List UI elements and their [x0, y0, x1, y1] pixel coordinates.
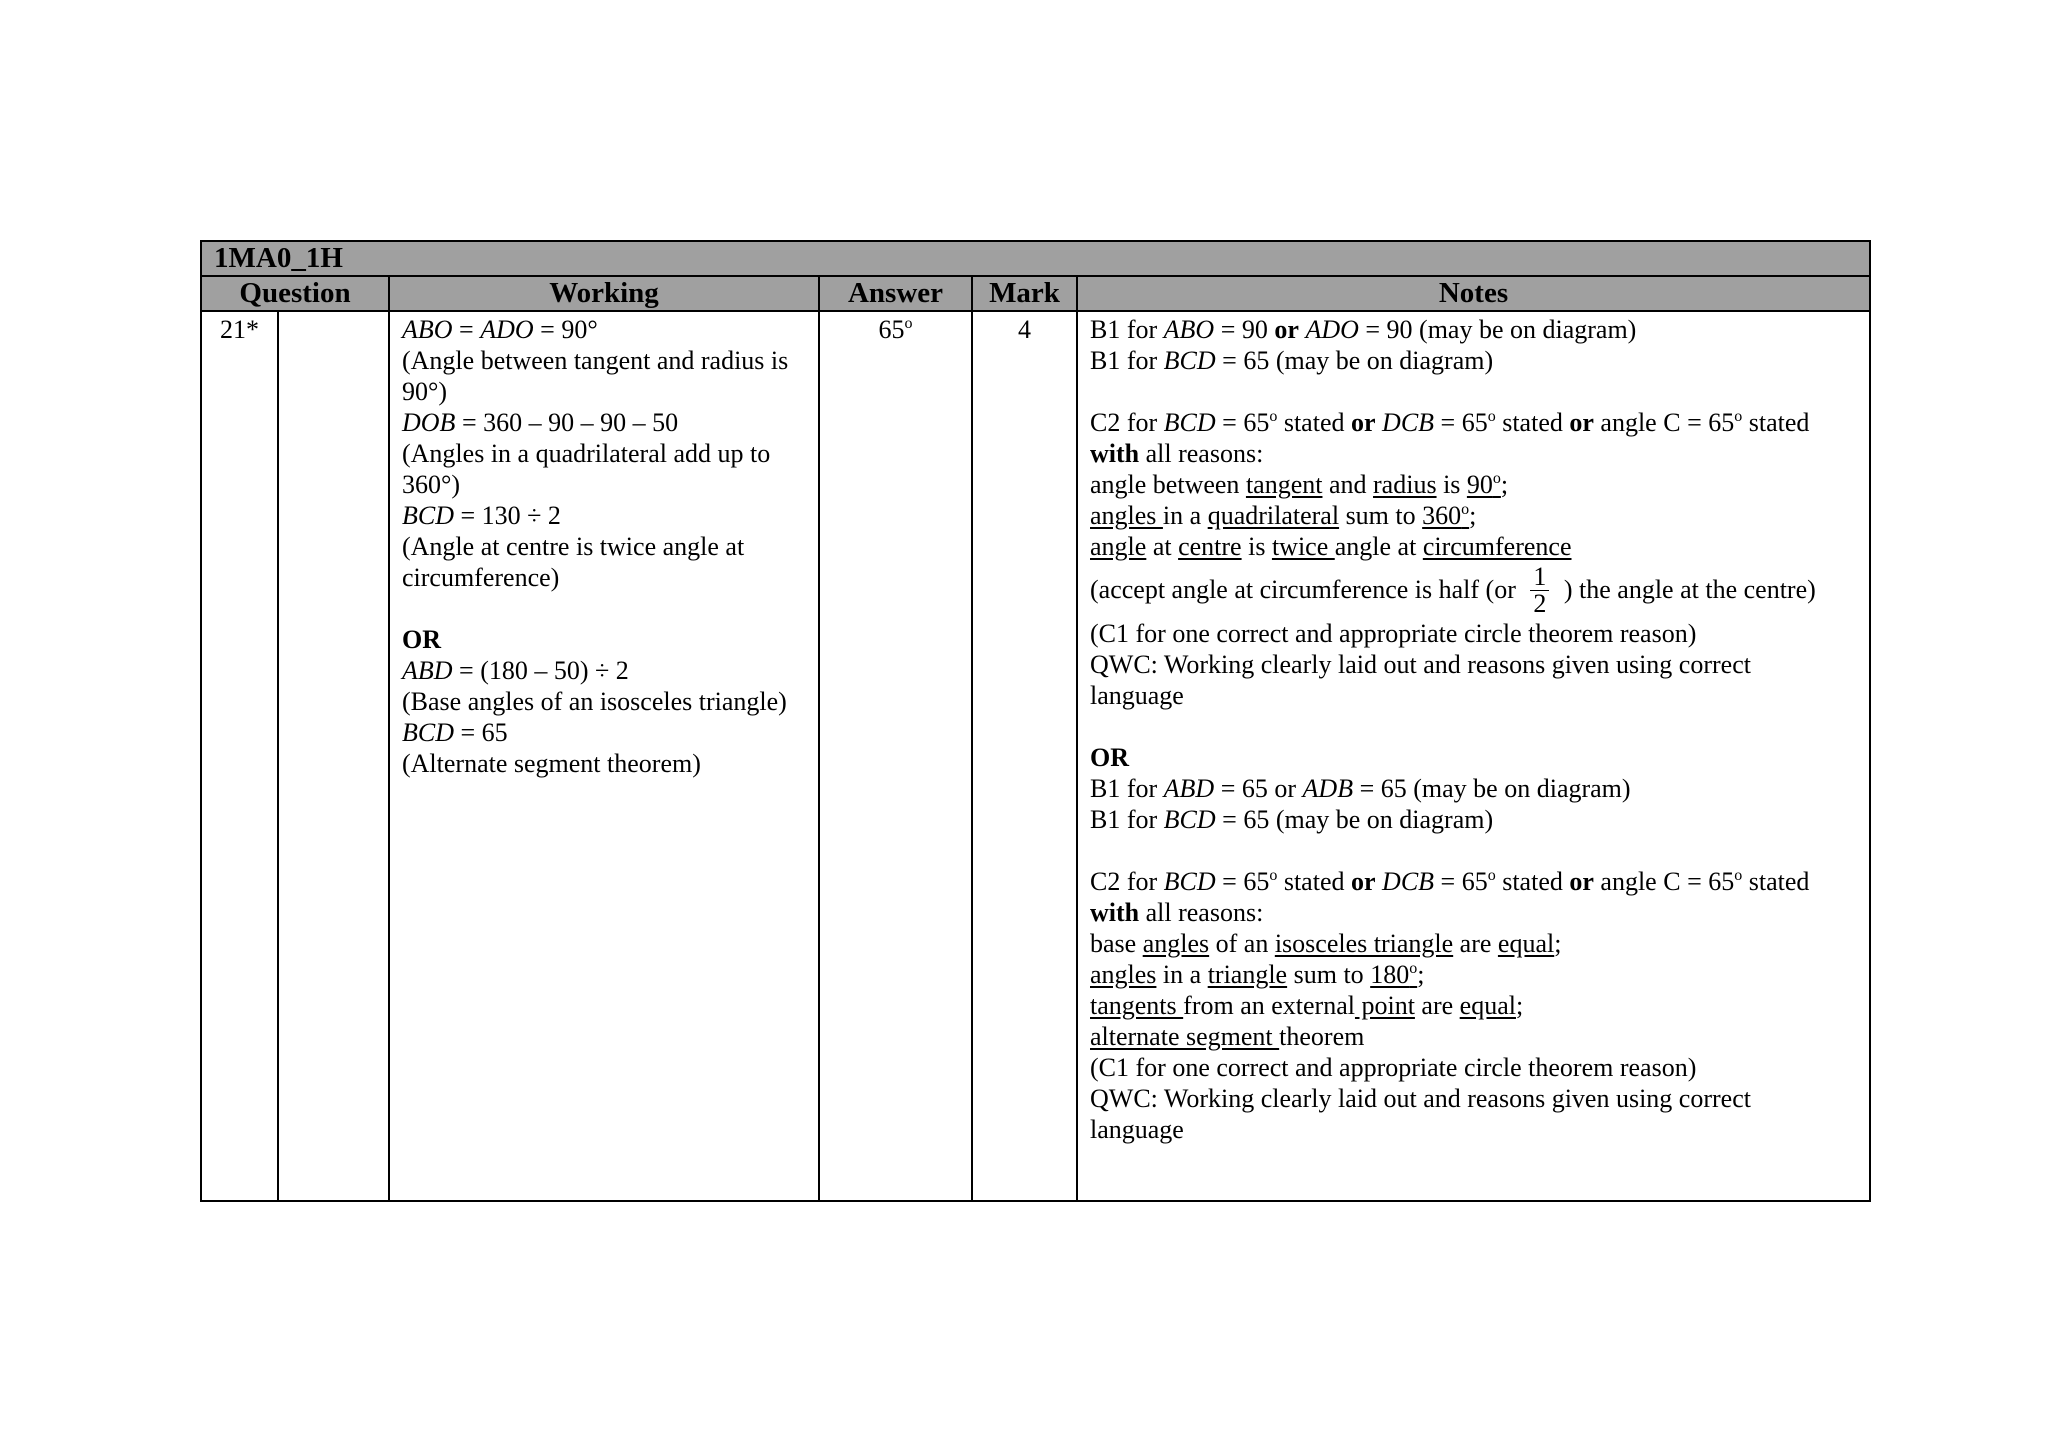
spacer — [1090, 835, 1859, 866]
answer-value: 65 — [878, 315, 905, 344]
working-line: ABD = (180 – 50) ÷ 2 — [402, 656, 629, 685]
question-subpart-cell — [278, 311, 389, 1201]
notes-line: B1 for ABO = 90 or ADO = 90 (may be on diagram) — [1090, 315, 1637, 344]
working-line: (Angle between tangent and radius is — [402, 346, 789, 375]
notes-line: B1 for ABD = 65 or ADB = 65 (may be on diagram) — [1090, 774, 1631, 803]
notes-line: language — [1090, 681, 1184, 710]
notes-line-fraction: (accept angle at circumference is half (or $\frac{1}{2}$ ) the angle at the centre) — [1090, 561, 1816, 618]
working-line: ABO = ADO = 90° — [402, 315, 598, 344]
notes-or: OR — [1090, 743, 1129, 772]
mark-value: 4 — [972, 311, 1077, 1201]
notes-line: (C1 for one correct and appropriate circle theorem reason) — [1090, 619, 1697, 648]
mark-scheme-table — [200, 240, 1871, 1202]
working-line: (Angles in a quadrilateral add up to — [402, 439, 771, 468]
notes-line: QWC: Working clearly laid out and reasons given using correct — [1090, 650, 1751, 679]
notes-line: alternate segment theorem — [1090, 1022, 1365, 1051]
notes-line: C2 for BCD = $65^o$ stated or DCB = $65^o$ stated or angle $C = 65^o$ stated — [1090, 408, 1810, 437]
notes-line: language — [1090, 1115, 1184, 1144]
question-number: 21* — [201, 311, 278, 1201]
working-cell — [389, 311, 819, 1201]
spacer — [1090, 711, 1859, 742]
notes-line: QWC: Working clearly laid out and reasons given using correct — [1090, 1084, 1751, 1113]
answer-cell — [819, 311, 972, 1201]
working-line: DOB = 360 – 90 – 90 – 50 — [402, 408, 679, 437]
working-line: (Base angles of an isosceles triangle) — [402, 687, 787, 716]
notes-line: with all reasons: — [1090, 439, 1264, 468]
spacer — [1090, 376, 1859, 407]
notes-cell — [1077, 311, 1870, 1201]
working-line: BCD = 65 — [402, 718, 508, 747]
notes-line: angles in a quadrilateral sum to 360$^o$; — [1090, 501, 1477, 530]
header-answer: Answer — [819, 276, 972, 311]
header-working: Working — [389, 276, 819, 311]
notes-line: (C1 for one correct and appropriate circle theorem reason) — [1090, 1053, 1697, 1082]
working-or: OR — [402, 625, 441, 654]
notes-line: B1 for BCD = 65 (may be on diagram) — [1090, 346, 1494, 375]
notes-line: B1 for BCD = 65 (may be on diagram) — [1090, 805, 1494, 834]
notes-line: angle at centre is twice angle at circumference — [1090, 532, 1572, 561]
header-mark: Mark — [972, 276, 1077, 311]
working-line: (Angle at centre is twice angle at — [402, 532, 745, 561]
paper-code: 1MA0_1H — [201, 241, 1870, 276]
working-line: (Alternate segment theorem) — [402, 749, 701, 778]
fraction-one-half: $\frac{1}{2}$ — [1530, 564, 1549, 617]
working-line: circumference) — [402, 563, 560, 592]
notes-line: base angles of an isosceles triangle are equal; — [1090, 929, 1562, 958]
notes-line: angles in a triangle sum to 180$^o$; — [1090, 960, 1425, 989]
notes-line: with all reasons: — [1090, 898, 1264, 927]
spacer — [402, 593, 806, 624]
notes-line: tangents from an external point are equal; — [1090, 991, 1524, 1020]
working-line: BCD = 130 ÷ 2 — [402, 501, 561, 530]
header-question: Question — [201, 276, 389, 311]
working-line: 90°) — [402, 377, 448, 406]
notes-line: C2 for BCD = $65^o$ stated or DCB = $65^o$ stated or angle $C = 65^o$ stated — [1090, 867, 1810, 896]
notes-line: angle between tangent and radius is 90$^o$; — [1090, 470, 1509, 499]
degree-symbol: o — [904, 315, 913, 332]
header-notes: Notes — [1077, 276, 1870, 311]
working-line: 360°) — [402, 470, 461, 499]
